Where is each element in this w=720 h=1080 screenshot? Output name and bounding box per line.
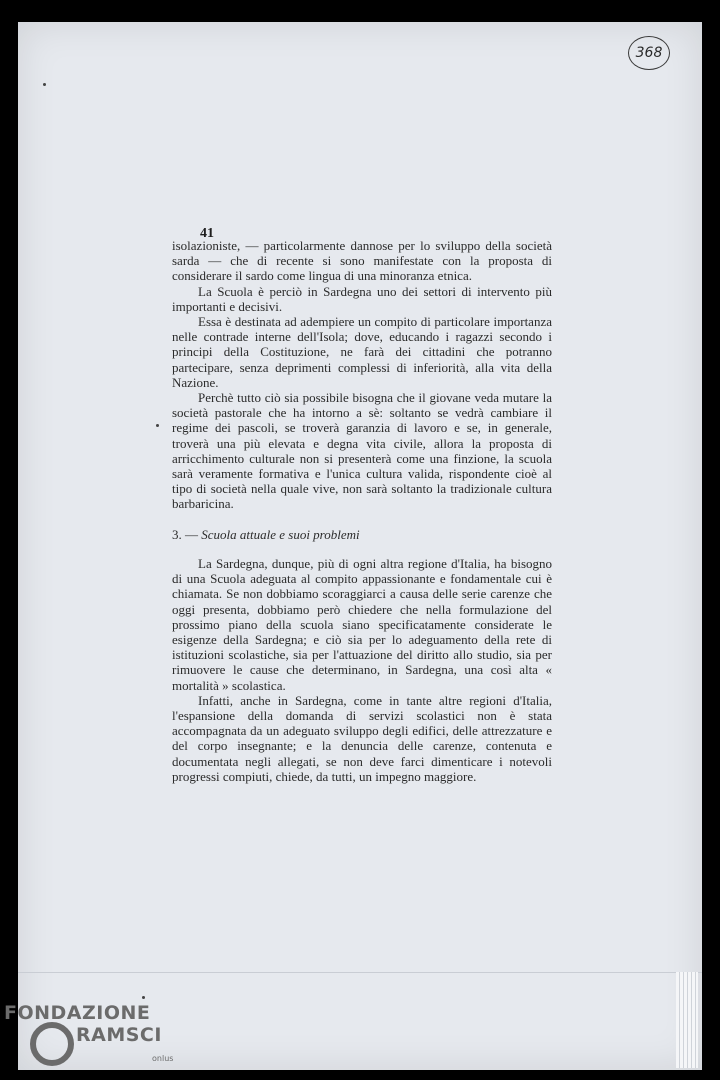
- body-text-bottom: [172, 556, 552, 784]
- paragraph: Perchè tutto ciò sia possibile bisogna che il giovane veda mutare la società pastorale che ha intorno a sè: soltanto se vedrà cambiare il regime dei pascoli, se troverà garanzia di lavoro e se, in generale, troverà una più elevata e degna vita civile, allora la proposta di arricchimento culturale non si presenterà come una finzione, la scuola sarà veramente formativa e l'unica cultura valida, rispondente cioè al tipo di società nella quale vive, non sarà soltanto la tradizionale cultura barbaricina.: [172, 390, 552, 512]
- body-text-top: [172, 238, 552, 512]
- scan-speck: [43, 83, 46, 86]
- paragraph: Infatti, anche in Sardegna, come in tante altre regioni d'Italia, l'espansione della domanda di servizi scolastici non è stata accompagnata da un adeguato sviluppo degli edifici, delle attrezzature e del corpo insegnante; e la denuncia delle carenze, contenuta e documentata negli allegati, se non deve farci dimenticare i notevoli progressi compiuti, chiede, da tutti, un impegno maggiore.: [172, 692, 552, 784]
- document-page: [18, 22, 702, 1070]
- scan-speck: [156, 424, 159, 427]
- watermark-line-3: onlus: [152, 1054, 174, 1063]
- paragraph: La Scuola è perciò in Sardegna uno dei settori di intervento più importanti e decisivi.: [172, 283, 552, 314]
- page-fold-line: [18, 972, 702, 973]
- paragraph: Essa è destinata ad adempiere un compito di particolare importanza nelle contrade interne dell'Isola; dove, educando i ragazzi secondo i principi della Costituzione, ne farà dei cittadini che potranno partecipare, senza deprimenti complessi di inferiorità, alla vita della Nazione.: [172, 314, 552, 390]
- page-edge-stack: [676, 972, 698, 1068]
- fondazione-gramsci-watermark: [4, 1000, 194, 1080]
- paragraph: La Sardegna, dunque, più di ogni altra regione d'Italia, ha bisogno di una Scuola adeguata al compito appassionante e fondamentale cui è chiamata. Se non dobbiamo scoraggiarci a causa delle serie carenze che oggi presenta, dobbiamo però chiedere che nella formulazione del prossimo piano della scuola siano specificatamente considerate le esigenze della Sardegna; e ciò sia per lo adeguamento della rete di istituzioni scolastiche, sia per l'attuazione del diritto allo studio, sia per rimuovere le cause che determinano, in Sardegna, una così alta « mortalità » scolastica.: [172, 556, 552, 693]
- archive-stamp: 368: [628, 36, 670, 70]
- watermark-line-1: FONDAZIONE: [4, 1002, 151, 1024]
- section-heading: [172, 527, 360, 543]
- gramsci-logo-icon: [30, 1022, 74, 1066]
- paragraph: isolazioniste, — particolarmente dannose per lo sviluppo della società sarda — che di recente si sono manifestate con la proposta di considerare il sardo come lingua di una minoranza etnica.: [172, 238, 552, 284]
- page-number: 41: [200, 226, 214, 241]
- section-number: 3. —: [172, 527, 198, 542]
- watermark-line-2: RAMSCI: [76, 1024, 162, 1046]
- section-title: Scuola attuale e suoi problemi: [201, 527, 360, 542]
- scan-speck: [142, 996, 145, 999]
